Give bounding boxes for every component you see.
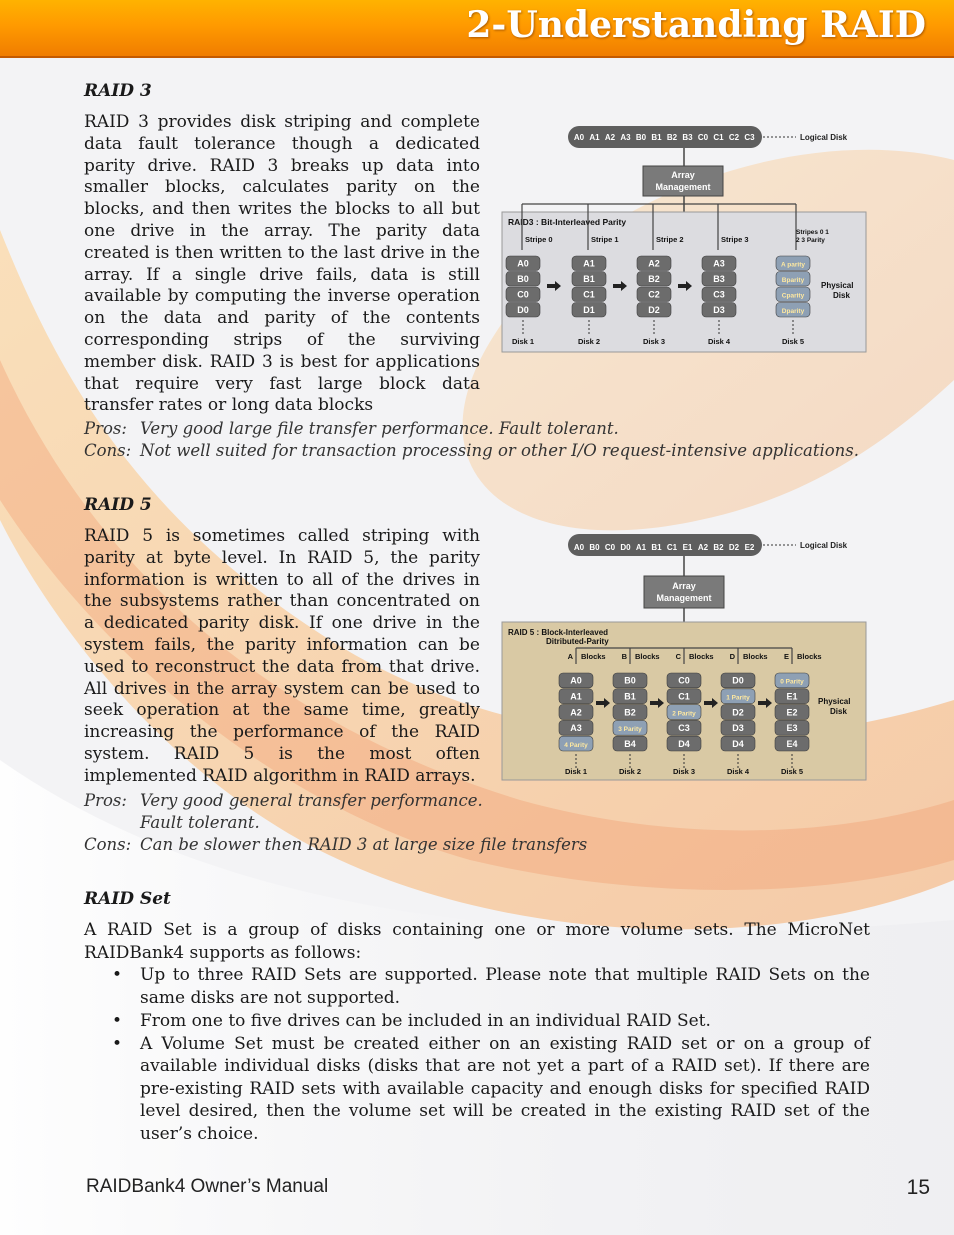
logical-disk-label: Logical Disk — [800, 133, 848, 142]
data-block-label: D2 — [732, 707, 744, 718]
disk-label: Disk 2 — [577, 337, 601, 346]
logical-block-label: E1 — [682, 543, 693, 552]
data-block-label: A1 — [583, 258, 595, 269]
logical-block-label: A0 — [573, 543, 585, 552]
data-block-label: E2 — [786, 707, 798, 718]
disk-label: Disk 4 — [726, 767, 750, 776]
cons-text: Can be slower then RAID 3 at large size file transfers — [140, 835, 588, 854]
data-block-label: A3 — [713, 258, 725, 269]
data-block-label: C3 — [713, 289, 725, 300]
disk-label: Disk 3 — [642, 337, 666, 346]
data-block-label: B1 — [583, 274, 595, 285]
logical-block-label: B1 — [651, 543, 662, 552]
stripe-label: Stripe 2 — [656, 235, 684, 244]
disk-label: Disk 3 — [672, 767, 696, 776]
logical-block-label: C0 — [604, 543, 616, 552]
logical-block-label: A3 — [620, 133, 631, 142]
raid5-body: RAID 5 is sometimes called striping with parity at byte level. In RAID 5, the parity information is written to all of the drives in the subsystems rather than concentrated on a dedicated parity disk. If one drive in the system fails, the parity information can be used to reconstruct the data from that drive. All drives in the array system can be used to seek operation at the same time, greatly increasing the performance of the RAID system. RAID 5 is the most often implemented RAID algorithm in RAID arrays. — [84, 526, 480, 786]
raid3-pros-cons — [84, 418, 859, 462]
block-letter: E — [783, 652, 789, 661]
block-word: Blocks — [743, 652, 768, 661]
cons-label: Cons: — [84, 441, 132, 460]
stripe-label: Stripe 1 — [591, 235, 619, 244]
data-block-label: E1 — [786, 691, 798, 702]
data-block-label: C1 — [678, 691, 690, 702]
list-item — [84, 1010, 870, 1033]
parity-block-label: 1 Parity — [726, 694, 750, 702]
logical-block-label: C0 — [697, 133, 709, 142]
block-letter: D — [729, 652, 735, 661]
data-block-label: D1 — [583, 305, 595, 316]
data-block-label: B0 — [624, 675, 636, 686]
logical-block-label: B0 — [635, 133, 647, 142]
parity-block-label: 0 Parity — [780, 678, 804, 686]
page-title: 2-Understanding RAID — [466, 4, 926, 46]
data-block-label: D0 — [732, 675, 744, 686]
data-block-label: B4 — [624, 738, 636, 749]
list-item — [84, 1033, 870, 1146]
logical-block-label: C1 — [666, 543, 678, 552]
logical-disk-label: Logical Disk — [800, 541, 848, 550]
data-block-label: D3 — [732, 723, 744, 734]
disk-label: Disk 4 — [707, 337, 731, 346]
logical-block-label: B1 — [651, 133, 662, 142]
logical-block-label: E2 — [744, 543, 755, 552]
data-block-label: C1 — [583, 289, 595, 300]
raid3-body: RAID 3 provides disk striping and complete data fault tolerance though a dedicated parity drive. RAID 3 breaks up data into smaller blocks, calculates parity on the blocks, and then writes the blocks to all but one drive in the array. The parity data created is then written to the last drive in the array. If a single drive fails, data is still available by computing the inverse operation on the data and parity of the contents corresponding strips of the surviving member disk. RAID 3 is best for applications that require very fast large block data transfer rates or long data blocks — [84, 112, 480, 416]
logical-block-label: A1 — [589, 133, 600, 142]
raid5-box-title: RAID 5 : Block-Interleaved — [508, 628, 609, 637]
disk-label: Disk 2 — [618, 767, 642, 776]
logical-block-label: A1 — [635, 543, 647, 552]
block-word: Blocks — [689, 652, 714, 661]
data-block-label: C2 — [648, 289, 660, 300]
logical-block-label: A0 — [573, 133, 585, 142]
block-word: Blocks — [635, 652, 660, 661]
physical-disk-label-2: Disk — [830, 707, 847, 716]
parity-block-label: 4 Parity — [564, 741, 588, 749]
data-block-label: A3 — [570, 723, 582, 734]
data-block-label: C3 — [678, 723, 690, 734]
data-block-label: D4 — [678, 738, 690, 749]
array-management-label: Array — [671, 170, 695, 180]
stripe-label: Stripe 0 — [525, 235, 553, 244]
logical-block-label: D0 — [620, 543, 631, 552]
raid3-diagram — [500, 118, 868, 356]
data-block-label: B0 — [517, 274, 529, 285]
logical-block-label: B2 — [666, 133, 678, 142]
data-block-label: B2 — [624, 707, 636, 718]
logical-block-label: D2 — [728, 543, 740, 552]
parity-block-label: Bparity — [781, 277, 805, 285]
parity-block-label: Dparity — [781, 308, 805, 316]
raidset-bullet-list — [84, 964, 870, 1146]
data-block-label: D4 — [732, 738, 744, 749]
data-block-label: A2 — [570, 707, 582, 718]
disk-label: Disk 5 — [781, 337, 805, 346]
bullet-icon: • — [112, 1010, 123, 1031]
list-item-text: A Volume Set must be created either on an existing RAID set or on a group of available individual disks (disks that are not yet a part of a RAID set). If there are pre-existing RAID sets with available capacity and enough disks for specified RAID level desired, then the volume set will be created in the existing RAID set of the user’s choice. — [140, 1033, 870, 1144]
parity-header-2: 2 3 Parity — [796, 237, 825, 244]
disk-label: Disk 1 — [511, 337, 535, 346]
stripe-label: Stripe 3 — [721, 235, 749, 244]
logical-block-label: C3 — [744, 133, 755, 142]
data-block-label: D3 — [713, 305, 725, 316]
physical-disk-label: Physical — [818, 697, 851, 706]
pros-text: Very good large file transfer performance. Fault tolerant. — [140, 419, 619, 438]
logical-block-label: B2 — [713, 543, 724, 552]
list-item — [84, 964, 870, 1009]
logical-block-label: A2 — [697, 543, 709, 552]
block-letter: C — [675, 652, 681, 661]
list-item-text: Up to three RAID Sets are supported. Please note that multiple RAID Sets on the same disks are not supported. — [140, 965, 870, 1008]
data-block-label: E4 — [786, 738, 798, 749]
bullet-icon: • — [112, 1033, 123, 1054]
raidset-intro: A RAID Set is a group of disks containing one or more volume sets. The MicroNet RAIDBank4 supports as follows: — [84, 920, 870, 963]
data-block-label: A0 — [570, 675, 582, 686]
parity-block-label: Cparity — [781, 292, 805, 300]
array-management-label: Array — [672, 581, 696, 591]
logical-block-label: B0 — [589, 543, 600, 552]
data-block-label: D0 — [517, 305, 529, 316]
data-block-label: A0 — [517, 258, 529, 269]
footer-manual-title: RAIDBank4 Owner’s Manual — [86, 1176, 329, 1197]
disk-label: Disk 5 — [780, 767, 804, 776]
pros-text-2: Fault tolerant. — [140, 813, 260, 832]
data-block-label: A1 — [570, 691, 582, 702]
block-letter: A — [567, 652, 573, 661]
pros-label: Pros: — [84, 791, 127, 810]
pros-label: Pros: — [84, 419, 127, 438]
raid5-pros-cons — [84, 790, 587, 856]
parity-header: Stripes 0 1 — [796, 229, 829, 236]
raid3-box-title: RAID3 : Bit-Interleaved Parity — [508, 217, 627, 227]
raidset-heading: RAID Set — [84, 889, 171, 909]
page-number: 15 — [906, 1176, 930, 1199]
parity-block-label: A parity — [781, 261, 805, 269]
array-management-label-2: Management — [656, 593, 712, 603]
logical-block-label: A2 — [604, 133, 616, 142]
block-letter: B — [621, 652, 627, 661]
physical-disk-label-2: Disk — [833, 291, 850, 300]
data-block-label: C0 — [517, 289, 529, 300]
data-block-label: C0 — [678, 675, 690, 686]
parity-block-label: 3 Parity — [618, 726, 642, 734]
data-block-label: D2 — [648, 305, 660, 316]
array-management-label-2: Management — [655, 182, 711, 192]
block-word: Blocks — [581, 652, 606, 661]
pros-text: Very good general transfer performance. — [140, 791, 483, 810]
raid5-box-title-2: Ditributed-Parity — [546, 637, 609, 646]
physical-disk-label: Physical — [821, 281, 854, 290]
data-block-label: E3 — [786, 723, 798, 734]
data-block-label: A2 — [648, 258, 660, 269]
cons-label: Cons: — [84, 835, 132, 854]
parity-block-label: 2 Parity — [672, 710, 696, 718]
raid5-diagram — [500, 528, 868, 784]
logical-block-label: B3 — [682, 133, 693, 142]
logical-block-label: C2 — [728, 133, 740, 142]
data-block-label: B3 — [713, 274, 725, 285]
cons-text: Not well suited for transaction processing or other I/O request-intensive applications. — [140, 441, 860, 460]
raid3-heading: RAID 3 — [84, 81, 152, 101]
data-block-label: B1 — [624, 691, 636, 702]
disk-label: Disk 1 — [564, 767, 588, 776]
block-word: Blocks — [797, 652, 822, 661]
list-item-text: From one to five drives can be included in an individual RAID Set. — [140, 1010, 711, 1031]
raid5-heading: RAID 5 — [84, 495, 152, 515]
data-block-label: B2 — [648, 274, 660, 285]
logical-block-label: C1 — [713, 133, 724, 142]
bullet-icon: • — [112, 965, 123, 985]
